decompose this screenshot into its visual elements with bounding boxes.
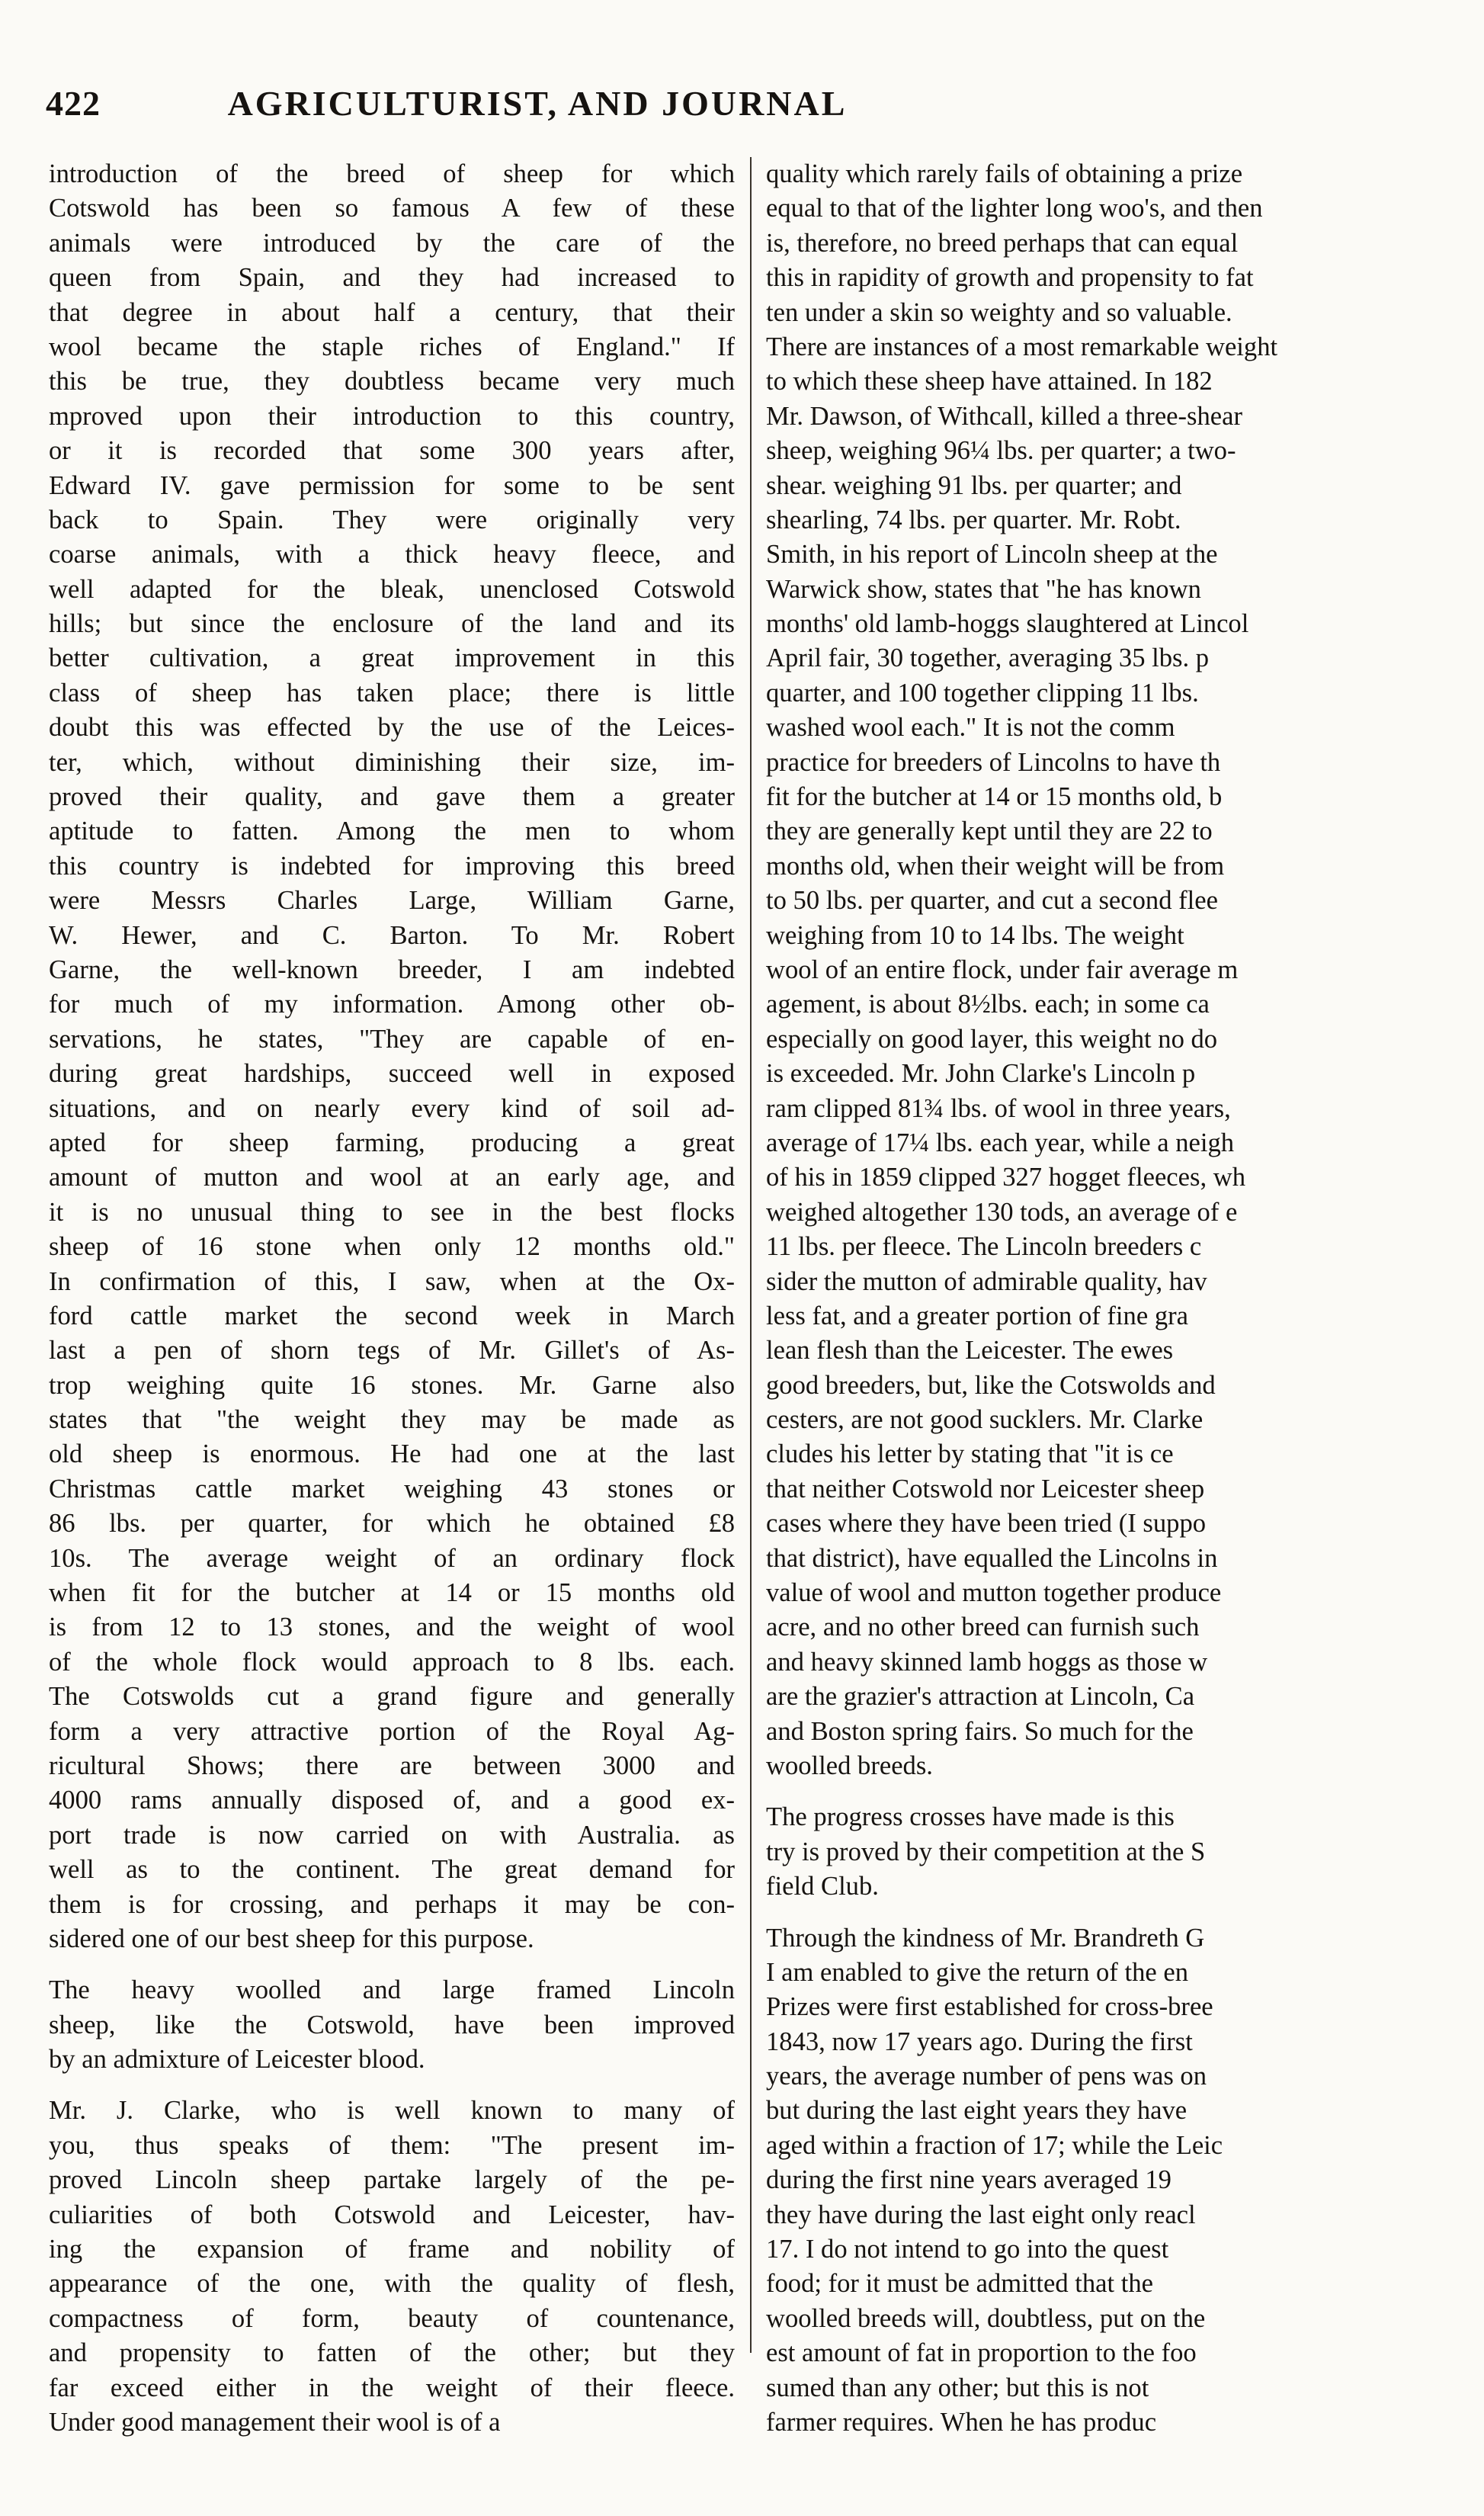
text-line: cludes his letter by stating that "it is ce (766, 1439, 1174, 1469)
text-line: woolled breeds. (766, 1751, 933, 1780)
paragraph-gap (766, 1783, 1429, 1800)
right-text-column (766, 157, 1429, 2440)
text-line: back to Spain. They were originally very (49, 505, 735, 534)
text-line: to 50 lbs. per quarter, and cut a second flee (766, 886, 1218, 916)
text-line: well as to the continent. The great demand for (49, 1855, 735, 1885)
text-line: of the whole flock would approach to 8 lbs. each. (49, 1647, 735, 1677)
text-line: far exceed either in the weight of their fleece. (49, 2373, 735, 2402)
text-line: average of 17¼ lbs. each year, while a neigh (766, 1128, 1235, 1157)
text-line: 10s. The average weight of an ordinary flock (49, 1543, 735, 1573)
text-line: quarter, and 100 together clipping 11 lbs. (766, 678, 1199, 708)
paragraph-gap (766, 1905, 1429, 1921)
text-line: queen from Spain, and they had increased to (49, 263, 735, 293)
text-line: ricultural Shows; there are between 3000 and (49, 1751, 735, 1780)
paragraph (49, 157, 735, 1956)
text-line: this in rapidity of growth and propensity to fat (766, 263, 1254, 293)
text-line: and Boston spring fairs. So much for the (766, 1716, 1194, 1746)
text-line: situations, and on nearly every kind of soil ad- (49, 1093, 735, 1123)
text-line: is, therefore, no breed perhaps that can equal (766, 228, 1239, 258)
text-line: Cotswold has been so famous A few of these (49, 194, 735, 223)
text-line: were Messrs Charles Large, William Garne, (49, 886, 735, 916)
text-line: food; for it must be admitted that the (766, 2269, 1154, 2299)
text-line: Christmas cattle market weighing 43 stones or (49, 1474, 735, 1504)
text-line: wool became the staple riches of England." If (49, 332, 735, 361)
text-line: during the first nine years averaged 19 (766, 2165, 1171, 2195)
text-line: There are instances of a most remarkable weight (766, 332, 1278, 361)
text-line: it is no unusual thing to see in the best flocks (49, 1197, 735, 1227)
text-line: 17. I do not intend to go into the quest (766, 2235, 1169, 2264)
text-line: this be true, they doubtless became very much (49, 367, 735, 396)
text-line: less fat, and a greater portion of fine gra (766, 1301, 1188, 1330)
text-line: shearling, 74 lbs. per quarter. Mr. Robt. (766, 505, 1181, 534)
text-line: servations, he states, "They are capable of en- (49, 1024, 735, 1054)
text-line: Under good management their wool is of a (49, 2408, 501, 2437)
text-line: especially on good layer, this weight no do (766, 1024, 1218, 1054)
text-line: sheep, like the Cotswold, have been improved (49, 2010, 735, 2039)
text-line: The progress crosses have made is this (766, 1802, 1175, 1832)
paragraph-gap (49, 1956, 735, 1973)
text-line: this country is indebted for improving this breed (49, 851, 735, 881)
text-line: Prizes were first established for cross-bree (766, 1992, 1213, 2022)
text-line: aged within a fraction of 17; while the Leic (766, 2130, 1223, 2160)
text-line: that district), have equalled the Lincolns in (766, 1543, 1218, 1573)
text-line: Garne, the well-known breeder, I am indebted (49, 955, 735, 984)
text-line: wool of an entire flock, under fair average m (766, 955, 1239, 984)
text-line: ten under a skin so weighty and so valuable. (766, 297, 1232, 327)
text-line: sumed than any other; but this is not (766, 2373, 1149, 2402)
text-line: agement, is about 8½lbs. each; in some ca (766, 990, 1210, 1019)
text-line: them is for crossing, and perhaps it may be con- (49, 1889, 735, 1919)
text-line: In confirmation of this, I saw, when at the Ox- (49, 1266, 735, 1296)
text-line: they have during the last eight only reacl (766, 2200, 1196, 2229)
text-line: form a very attractive portion of the Royal Ag- (49, 1716, 735, 1746)
text-line: 1843, now 17 years ago. During the first (766, 2027, 1193, 2056)
text-line: you, thus speaks of them: "The present im- (49, 2130, 735, 2160)
paragraph (766, 157, 1429, 1783)
text-line: equal to that of the lighter long woo's, and then (766, 194, 1263, 223)
text-line: states that "the weight they may be made as (49, 1405, 735, 1435)
text-line: lean flesh than the Leicester. The ewes (766, 1336, 1174, 1366)
paragraph (49, 1973, 735, 2077)
paragraph-gap (49, 2077, 735, 2094)
text-line: Mr. Dawson, of Withcall, killed a three-shear (766, 401, 1242, 431)
text-line: culiarities of both Cotswold and Leicester, hav- (49, 2200, 735, 2229)
text-line: coarse animals, with a thick heavy fleece, and (49, 540, 735, 570)
text-line: field Club. (766, 1872, 879, 1901)
text-line: old sheep is enormous. He had one at the last (49, 1439, 735, 1469)
text-line: ing the expansion of frame and nobility of (49, 2235, 735, 2264)
text-line: shear. weighing 91 lbs. per quarter; and (766, 470, 1182, 500)
text-line: Mr. J. Clarke, who is well known to many of (49, 2096, 735, 2126)
text-line: mproved upon their introduction to this country, (49, 401, 735, 431)
text-line: sheep of 16 stone when only 12 months old." (49, 1232, 735, 1262)
text-line: animals were introduced by the care of the (49, 228, 735, 258)
text-line: cesters, are not good sucklers. Mr. Clarke (766, 1405, 1204, 1435)
text-line: woolled breeds will, doubtless, put on the (766, 2303, 1206, 2333)
text-line: fit for the butcher at 14 or 15 months old, b (766, 782, 1223, 812)
text-line: introduction of the breed of sheep for which (49, 159, 735, 188)
text-line: well adapted for the bleak, unenclosed Cotswold (49, 574, 735, 604)
text-line: during great hardships, succeed well in exposed (49, 1059, 735, 1089)
text-line: W. Hewer, and C. Barton. To Mr. Robert (49, 920, 735, 950)
text-line: doubt this was effected by the use of the Leices- (49, 713, 735, 743)
text-line: months' old lamb-hoggs slaughtered at Lincol (766, 609, 1249, 639)
text-line: proved Lincoln sheep partake largely of the pe- (49, 2165, 735, 2195)
text-line: for much of my information. Among other ob- (49, 990, 735, 1019)
text-line: acre, and no other breed can furnish such (766, 1613, 1200, 1642)
text-line: that degree in about half a century, that their (49, 297, 735, 327)
text-line: but during the last eight years they have (766, 2096, 1188, 2126)
text-line: sidered one of our best sheep for this purpose. (49, 1924, 534, 1953)
text-line: they are generally kept until they are 22 to (766, 817, 1213, 846)
text-line: I am enabled to give the return of the en (766, 1957, 1188, 1987)
paragraph (766, 1921, 1429, 2441)
text-line: appearance of the one, with the quality of flesh, (49, 2269, 735, 2299)
text-line: better cultivation, a great improvement in this (49, 643, 735, 673)
text-line: months old, when their weight will be from (766, 851, 1225, 881)
text-line: years, the average number of pens was on (766, 2062, 1207, 2091)
text-line: washed wool each." It is not the comm (766, 713, 1175, 743)
column-divider (750, 157, 752, 2353)
text-line: of his in 1859 clipped 327 hogget fleeces, wh (766, 1163, 1245, 1192)
page-number: 422 (46, 84, 101, 123)
text-line: sider the mutton of admirable quality, hav (766, 1266, 1207, 1296)
text-line: hills; but since the enclosure of the land and its (49, 609, 735, 639)
text-line: ram clipped 81¾ lbs. of wool in three years, (766, 1093, 1231, 1123)
text-line: farmer requires. When he has produc (766, 2408, 1157, 2437)
text-line: when fit for the butcher at 14 or 15 months old (49, 1578, 735, 1608)
running-title: AGRICULTURIST, AND JOURNAL (227, 84, 848, 123)
text-line: good breeders, but, like the Cotswolds and (766, 1370, 1216, 1400)
paragraph (49, 2094, 735, 2440)
text-line: ford cattle market the second week in March (49, 1301, 735, 1330)
text-line: cases where they have been tried (I suppo (766, 1509, 1207, 1539)
text-line: Through the kindness of Mr. Brandreth G (766, 1923, 1205, 1953)
text-line: aptitude to fatten. Among the men to whom (49, 817, 735, 846)
text-line: weighed altogether 130 tods, an average of e (766, 1197, 1238, 1227)
text-line: is exceeded. Mr. John Clarke's Lincoln p (766, 1059, 1196, 1089)
text-line: practice for breeders of Lincolns to have th (766, 747, 1221, 777)
text-line: or it is recorded that some 300 years after, (49, 436, 735, 466)
text-line: try is proved by their competition at the S (766, 1837, 1206, 1866)
text-line: trop weighing quite 16 stones. Mr. Garne also (49, 1370, 735, 1400)
text-line: quality which rarely fails of obtaining a prize (766, 159, 1243, 188)
text-line: class of sheep has taken place; there is little (49, 678, 735, 708)
text-line: April fair, 30 together, averaging 35 lbs. p (766, 643, 1210, 673)
running-header (46, 73, 1029, 134)
text-line: value of wool and mutton together produce (766, 1578, 1222, 1608)
text-line: and propensity to fatten of the other; but they (49, 2338, 735, 2368)
text-line: to which these sheep have attained. In 182 (766, 367, 1213, 396)
paragraph (766, 1800, 1429, 1904)
text-line: that neither Cotswold nor Leicester sheep (766, 1474, 1205, 1504)
text-line: The Cotswolds cut a grand figure and generally (49, 1682, 735, 1712)
text-line: Edward IV. gave permission for some to be sent (49, 470, 735, 500)
text-line: are the grazier's attraction at Lincoln, Ca (766, 1682, 1195, 1712)
text-line: and heavy skinned lamb hoggs as those w (766, 1647, 1208, 1677)
text-line: compactness of form, beauty of countenance, (49, 2303, 735, 2333)
text-line: Warwick show, states that "he has known (766, 574, 1201, 604)
text-line: is from 12 to 13 stones, and the weight of wool (49, 1613, 735, 1642)
text-line: 4000 rams annually disposed of, and a good ex- (49, 1786, 735, 1815)
text-line: 86 lbs. per quarter, for which he obtained £8 (49, 1509, 735, 1539)
text-line: by an admixture of Leicester blood. (49, 2045, 425, 2075)
text-line: 11 lbs. per fleece. The Lincoln breeders c (766, 1232, 1202, 1262)
text-line: last a pen of shorn tegs of Mr. Gillet's of As- (49, 1336, 735, 1366)
text-line: port trade is now carried on with Australia. as (49, 1820, 735, 1850)
text-line: amount of mutton and wool at an early age, and (49, 1163, 735, 1192)
text-line: apted for sheep farming, producing a great (49, 1128, 735, 1157)
text-line: proved their quality, and gave them a greater (49, 782, 735, 812)
left-text-column (49, 157, 735, 2440)
text-line: est amount of fat in proportion to the foo (766, 2338, 1197, 2368)
text-line: Smith, in his report of Lincoln sheep at the (766, 540, 1218, 570)
text-line: The heavy woolled and large framed Lincoln (49, 1975, 735, 2005)
text-line: weighing from 10 to 14 lbs. The weight (766, 920, 1184, 950)
text-line: ter, which, without diminishing their size, im- (49, 747, 735, 777)
text-line: sheep, weighing 96¼ lbs. per quarter; a two- (766, 436, 1236, 466)
